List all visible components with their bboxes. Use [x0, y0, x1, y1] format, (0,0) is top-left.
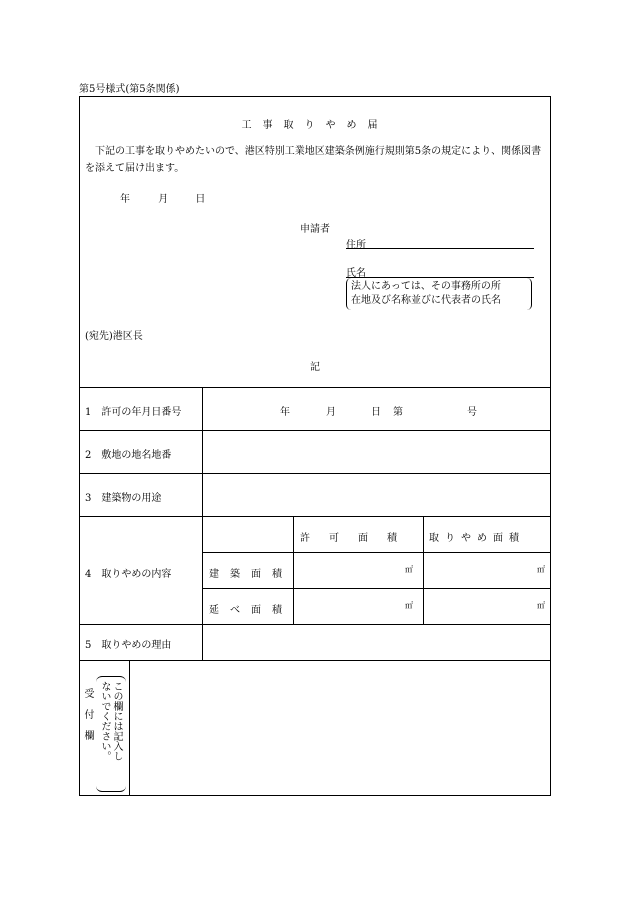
ki-label: 記	[310, 362, 320, 373]
corporate-note	[346, 278, 532, 310]
reception-note-line2: ないでください。	[99, 681, 110, 761]
unit-total-permit: ㎡	[405, 601, 413, 610]
form-number-label: 第5号様式(第5条関係)	[79, 84, 180, 95]
row-line	[79, 516, 551, 517]
column-line	[293, 516, 294, 624]
row2-label: 2 敷地の地名地番	[85, 450, 172, 461]
col-permit-area: 許可面積	[300, 533, 416, 544]
col-cancel-area: 取りやめ面積	[429, 533, 525, 544]
row4-label: 4 取りやめの内容	[85, 569, 172, 580]
row1-label: 1 許可の年月日番号	[85, 407, 182, 418]
address-line	[346, 248, 534, 249]
unit-total-cancel: ㎡	[537, 601, 545, 610]
corporate-note-line1: 法人にあっては、その事務所の所	[351, 281, 501, 292]
row1-year: 年	[280, 407, 290, 418]
row-line	[202, 552, 551, 553]
unit-building-permit: ㎡	[405, 565, 413, 574]
column-line	[129, 660, 130, 796]
table-top-line	[79, 387, 551, 388]
row5-label: 5 取りやめの理由	[85, 640, 172, 651]
unit-building-cancel: ㎡	[537, 565, 545, 574]
reception-label: 受付欄	[82, 688, 93, 751]
addressee: (宛先)港区長	[85, 331, 143, 342]
column-line	[423, 516, 424, 624]
row1-dai: 第	[393, 407, 403, 418]
row-line	[79, 624, 551, 625]
date-month: 月	[158, 194, 169, 205]
corporate-note-line2: 在地及び名称並びに代表者の氏名	[351, 295, 501, 306]
row3-label: 3 建築物の用途	[85, 493, 162, 504]
reception-note	[98, 681, 122, 761]
row1-month: 月	[326, 407, 336, 418]
name-label: 氏名	[346, 268, 366, 279]
row-line	[202, 588, 551, 589]
body-text: 下記の工事を取りやめたいので、港区特別工業地区建築条例施行規則第5条の規定により、関係図書を添えて届け出ます。	[85, 146, 542, 174]
applicant-label: 申請者	[300, 224, 330, 235]
building-area-label: 建築面積	[209, 569, 293, 580]
reception-note-line1: この欄には記入し	[111, 681, 122, 761]
row1-day: 日	[371, 407, 381, 418]
date-line	[120, 190, 205, 205]
row-line	[79, 473, 551, 474]
row-line	[79, 660, 551, 661]
date-year: 年	[120, 194, 130, 205]
total-area-label: 延べ面積	[209, 605, 293, 616]
address-label: 住所	[346, 240, 366, 251]
form-title: 工事取りやめ届	[241, 120, 389, 131]
row-line	[79, 430, 551, 431]
column-line	[202, 387, 203, 660]
date-day: 日	[195, 194, 206, 205]
row1-go: 号	[467, 407, 477, 418]
